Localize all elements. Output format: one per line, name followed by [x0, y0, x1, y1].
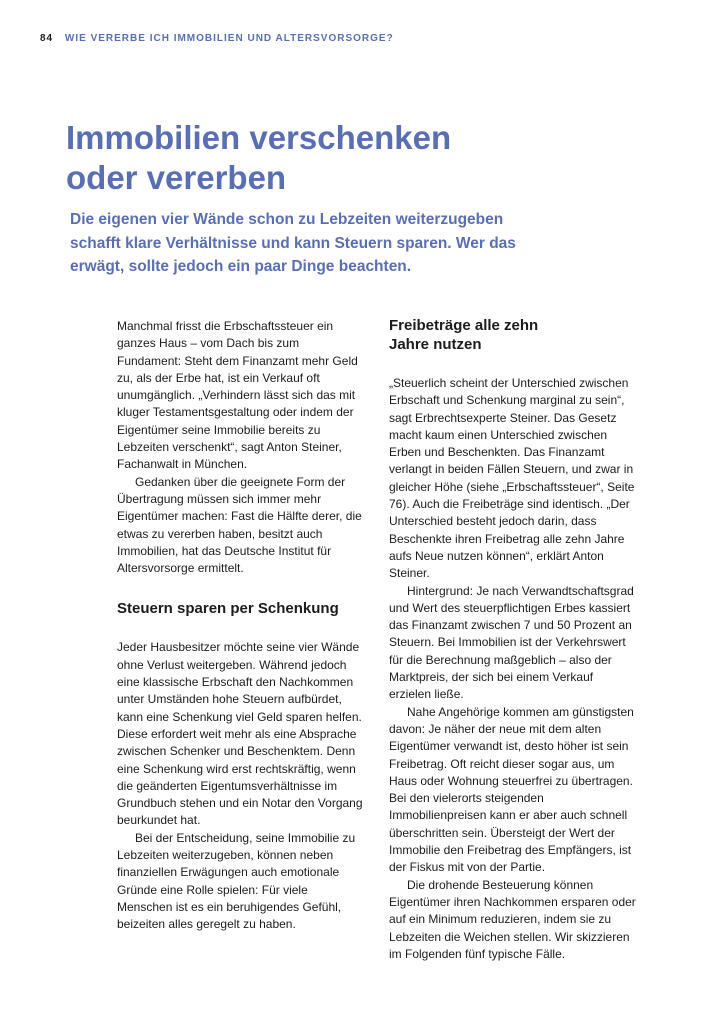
- lead-paragraph: Die eigenen vier Wände schon zu Lebzeiten weiterzugeben schafft klare Verhältnisse und kann Steuern sparen. Wer das erwägt, sollte jedoch ein paar Dinge beachten.: [70, 211, 516, 275]
- left-column: [117, 318, 365, 934]
- body-paragraph: Bei der Entscheidung, seine Immobilie zu Lebzeiten weiterzugeben, können neben finanziellen Erwägungen auch emotionale Gründe eine Rolle spielen: Für viele Menschen ist es ein beruhigendes Gefühl, beizeiten alles geregelt zu haben.: [117, 830, 356, 932]
- body-paragraph: Jeder Hausbesitzer möchte seine vier Wände ohne Verlust weitergeben. Während jedoch eine klassische Erbschaft den Nachkommen unter Umständen hohe Steuern aufbürdet, kann eine Schenkung viel Geld sparen helfen. Diese erfordert weit mehr als eine Absprache zwischen Schenker und Beschenktem. Denn eine Schenkung wird erst rechtskräftig, wenn die geänderten Eigentumsverhältnisse im Grundbuch stehen und ein Notar den Vorgang beurkundet hat.: [117, 640, 363, 828]
- body-paragraph: „Steuerlich scheint der Unterschied zwischen Erbschaft und Schenkung marginal zu sein“, sagt Erbrechtsexperte Steiner. Das Gesetz macht kaum einen Unterschied zwischen Erben und Beschenkten. Das Finanzamt verlangt in beiden Fällen Steuern, und zwar in gleicher Höhe (siehe „Erbschaftssteuer“, Seite 76). Auch die Freibeträge sind identisch. „Der Unterschied besteht jedoch darin, dass Beschenkte ihren Freibetrag alle zehn Jahre aufs Neue nutzen können“, erklärt Anton Steiner.: [389, 376, 635, 581]
- running-header: [40, 33, 394, 44]
- article-title: [66, 118, 451, 198]
- body-paragraph: Gedanken über die geeignete Form der Übertragung müssen sich immer mehr Eigentümer machen: Fast die Hälfte derer, die etwas zu vererben haben, besitzt auch Immobilien, hat das Deutsche Institut für Altersvorsorge ermittelt.: [117, 474, 362, 576]
- subheading-line: Jahre nutzen: [389, 336, 482, 353]
- section-name: WIE VERERBE ICH IMMOBILIEN UND ALTERSVORSORGE?: [64, 33, 394, 44]
- subheading-line: Freibeträge alle zehn: [389, 317, 539, 334]
- title-line: oder vererben: [66, 159, 287, 196]
- subheading: Steuern sparen per Schenkung: [117, 600, 339, 618]
- page-number: 84: [40, 33, 54, 44]
- body-paragraph: Manchmal frisst die Erbschaftssteuer ein ganzes Haus – vom Dach bis zum Fundament: Steht dem Finanzamt mehr Geld zu, als der Erbe hat, ist ein Verkauf oft unumgänglich. „Verhindern lässt sich das mit kluger Testamentsgestaltung oder indem der Eigentümer seine Immobilie bereits zu Lebzeiten verschenkt“, sagt Anton Steiner, Fachanwalt in München.: [117, 319, 358, 472]
- body-paragraph: Hintergrund: Je nach Verwandtschaftsgrad und Wert des steuerpflichtigen Erbes kassiert das Finanzamt zwischen 7 und 50 Prozent an Steuern. Bei Immobilien ist der Verkehrswert für die Berechnung maßgeblich – also der Marktpreis, der sich bei einem Verkauf erzielen ließe.: [389, 583, 634, 702]
- subheading: [389, 316, 637, 354]
- body-paragraph: Die drohende Besteuerung können Eigentümer ihren Nachkommen ersparen oder auf ein Minimum reduzieren, indem sie zu Lebzeiten die Weichen stellen. Wir skizzieren im Folgenden fünf typische Fälle.: [389, 877, 636, 961]
- title-line: Immobilien verschenken: [66, 119, 452, 156]
- right-column: [389, 316, 637, 963]
- body-paragraph: Nahe Angehörige kommen am günstigsten davon: Je näher der neue mit dem alten Eigentümer verwandt ist, desto höher ist sein Freibetrag. Oft reicht dieser sogar aus, um Haus oder Wohnung steuerfrei zu übertragen. Bei den vielerorts steigenden Immobilienpreisen kann er aber auch schnell überschritten sein. Übersteigt der Wert der Immobilie den Freibetrag des Empfängers, ist der Fiskus mit von der Partie.: [389, 704, 634, 875]
